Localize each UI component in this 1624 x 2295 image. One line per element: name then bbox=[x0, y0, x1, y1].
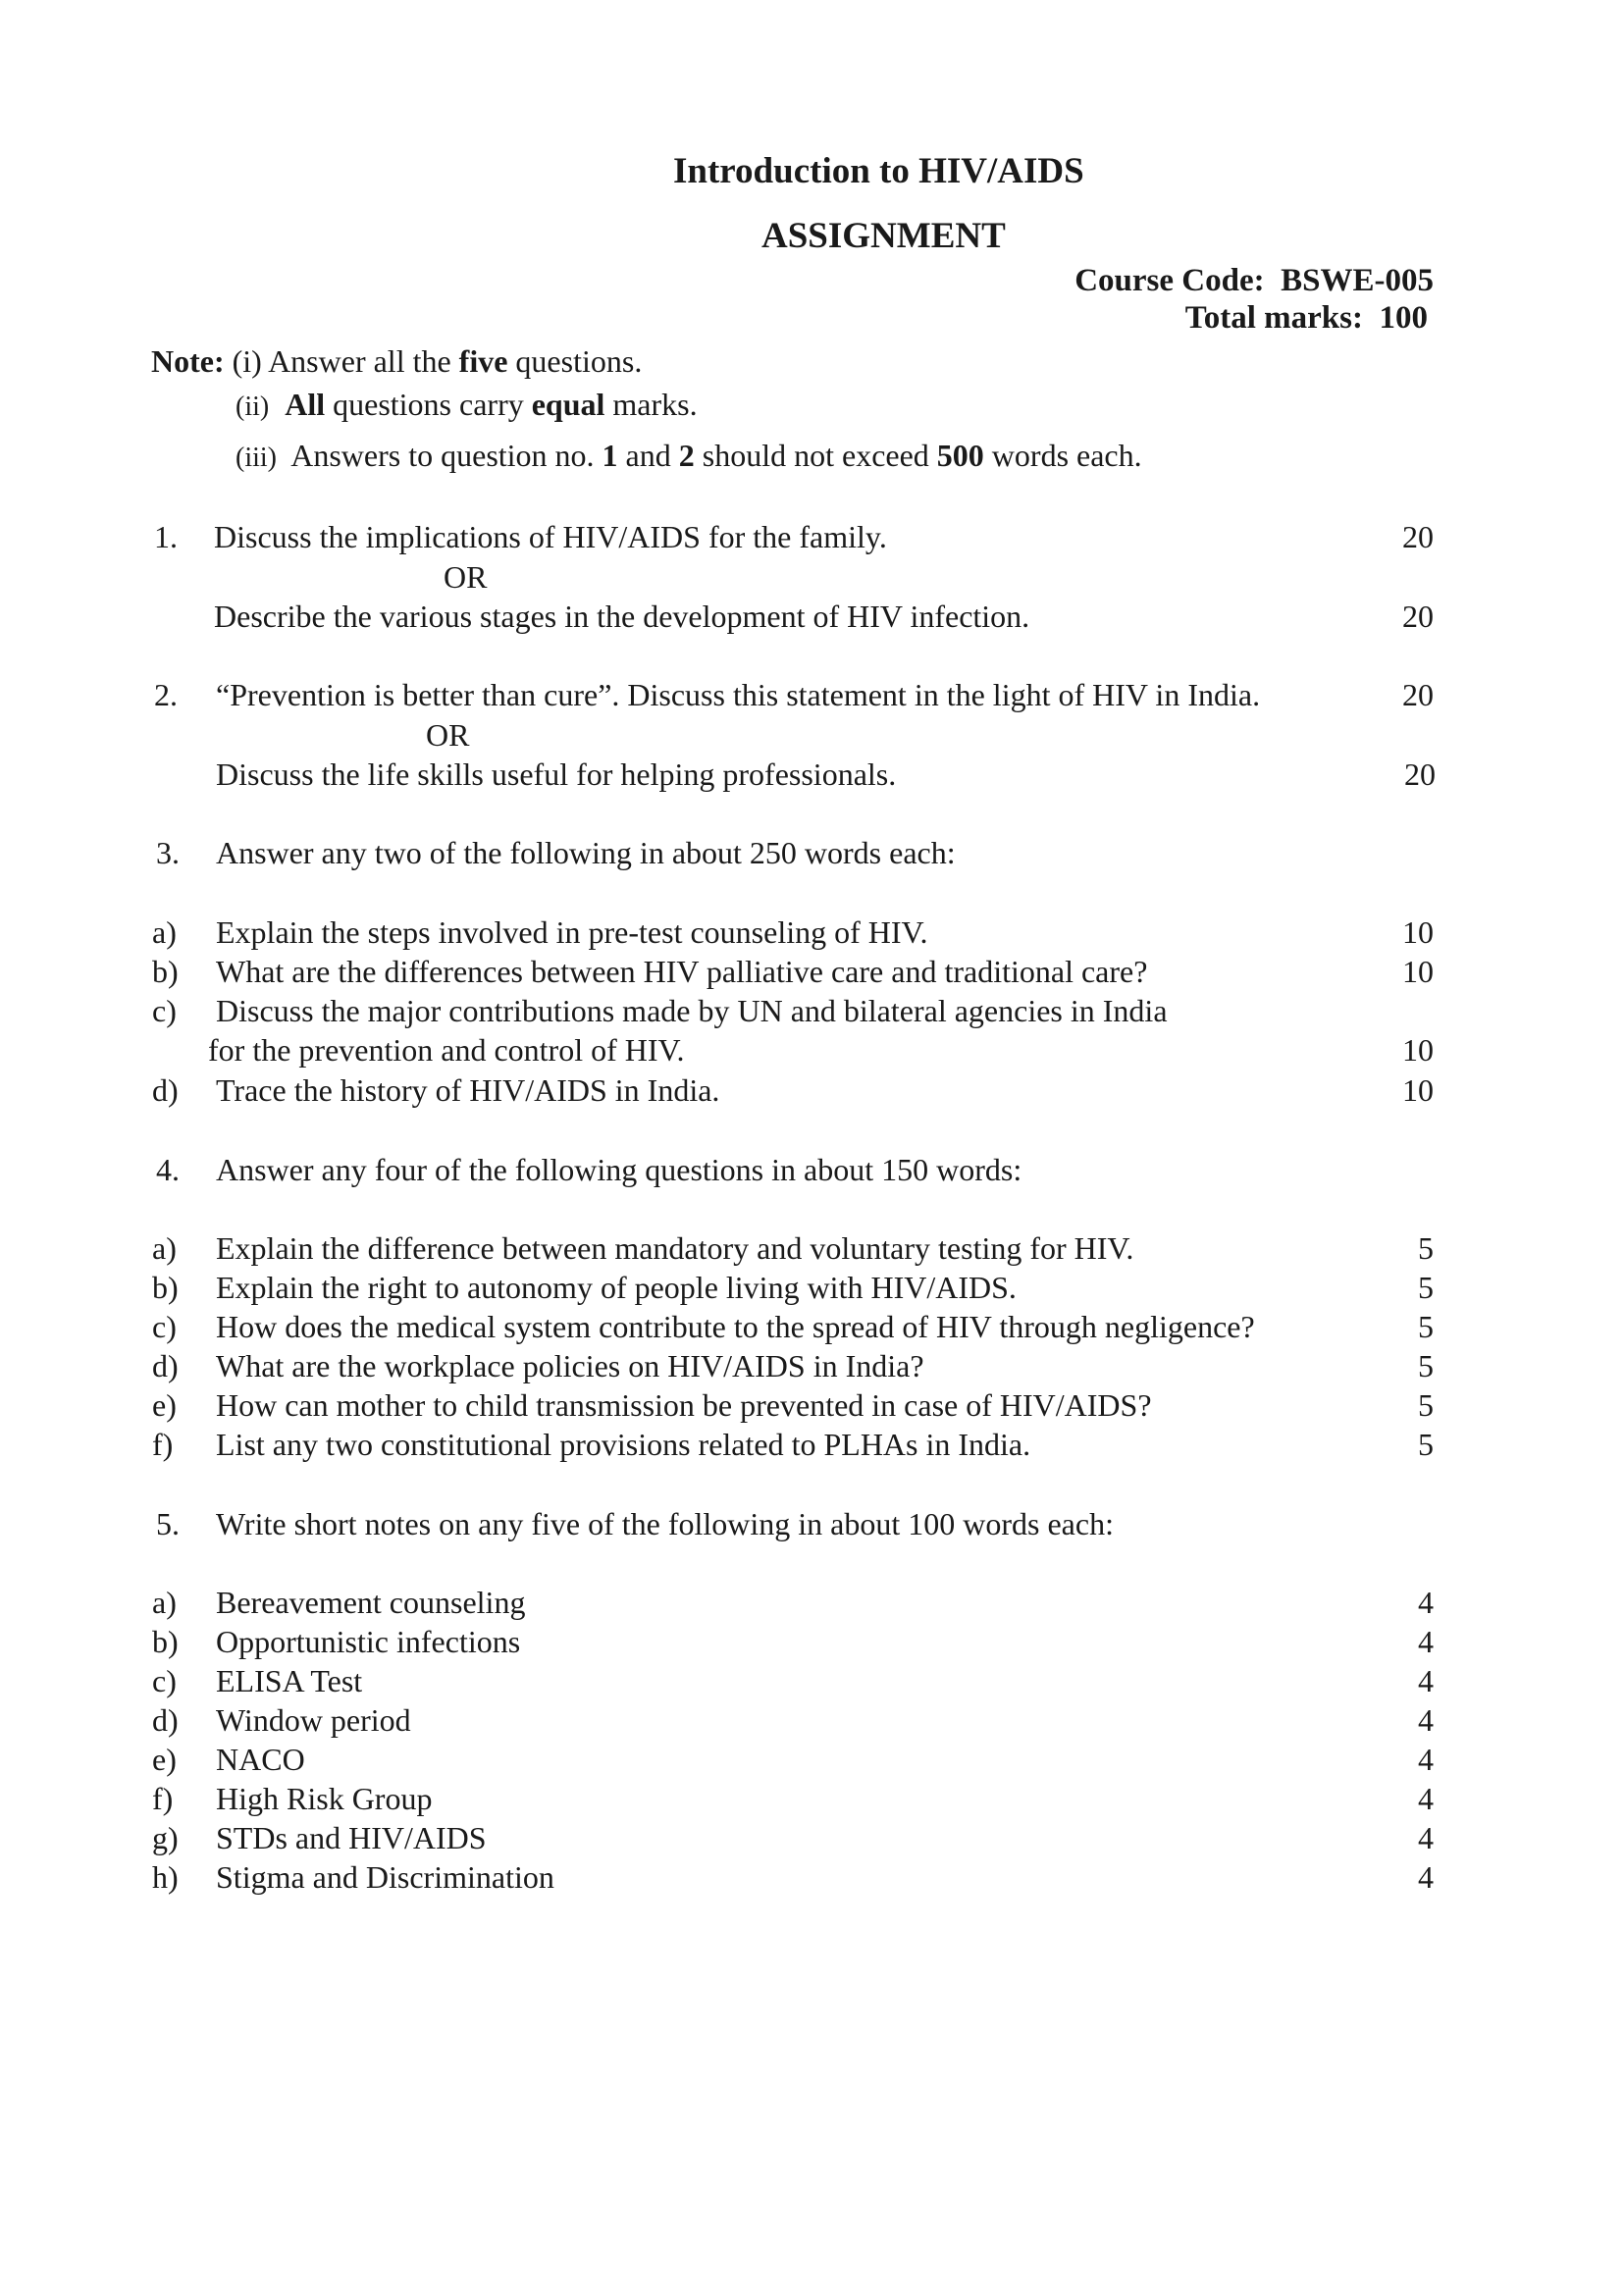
q4-item-label: f) bbox=[152, 1427, 174, 1462]
course-code bbox=[1074, 265, 1434, 297]
note-line-1: Note: (i) Answer all the five questions. bbox=[151, 343, 643, 379]
q3-item-marks: 10 bbox=[1402, 1072, 1434, 1108]
q5-item-text: Bereavement counseling bbox=[216, 1585, 526, 1620]
q1-option-a-marks: 20 bbox=[1402, 519, 1434, 554]
q4-item-text: Explain the right to autonomy of people living with HIV/AIDS. bbox=[216, 1270, 1017, 1305]
q4-item-marks: 5 bbox=[1418, 1230, 1434, 1266]
q5-number: 5. bbox=[156, 1506, 180, 1541]
q5-item-label: a) bbox=[152, 1585, 177, 1620]
q5-item-marks: 4 bbox=[1418, 1781, 1434, 1816]
q5-item-text: NACO bbox=[216, 1742, 305, 1777]
q2-or: OR bbox=[426, 717, 470, 753]
q1-option-a: Discuss the implications of HIV/AIDS for the family. bbox=[214, 519, 887, 554]
q4-item-marks: 5 bbox=[1418, 1348, 1434, 1383]
document-subtitle: ASSIGNMENT bbox=[761, 216, 1006, 256]
q4-number: 4. bbox=[156, 1152, 180, 1187]
q4-item-label: d) bbox=[152, 1348, 179, 1383]
q3-item-marks: 10 bbox=[1402, 1032, 1434, 1068]
q5-item-label: b) bbox=[152, 1624, 179, 1659]
q2-option-a-marks: 20 bbox=[1402, 677, 1434, 712]
q5-item-marks: 4 bbox=[1418, 1702, 1434, 1738]
note-line-2: (ii) All questions carry equal marks. bbox=[236, 387, 698, 422]
course-code-label: Course Code: bbox=[1074, 263, 1265, 298]
q2-option-a: “Prevention is better than cure”. Discuss this statement in the light of HIV in India. bbox=[216, 677, 1261, 712]
note-line-3: (iii) Answers to question no. 1 and 2 should not exceed 500 words each. bbox=[236, 438, 1142, 473]
q4-item-label: c) bbox=[152, 1309, 177, 1344]
q3-item-label: a) bbox=[152, 914, 177, 950]
q4-item-marks: 5 bbox=[1418, 1387, 1434, 1423]
note-label: Note: bbox=[151, 343, 225, 379]
q3-item-text-continued: for the prevention and control of HIV. bbox=[208, 1032, 685, 1068]
q1-option-b: Describe the various stages in the development of HIV infection. bbox=[214, 599, 1030, 634]
q1-number: 1. bbox=[154, 519, 178, 554]
q5-item-label: d) bbox=[152, 1702, 179, 1738]
q4-item-label: a) bbox=[152, 1230, 177, 1266]
q4-prompt: Answer any four of the following questions in about 150 words: bbox=[216, 1152, 1022, 1187]
q5-item-label: g) bbox=[152, 1820, 179, 1855]
q5-item-marks: 4 bbox=[1418, 1624, 1434, 1659]
q4-item-text: List any two constitutional provisions related to PLHAs in India. bbox=[216, 1427, 1031, 1462]
q5-item-label: h) bbox=[152, 1859, 179, 1895]
q1-option-b-marks: 20 bbox=[1402, 599, 1434, 634]
q2-option-b: Discuss the life skills useful for helping professionals. bbox=[216, 756, 897, 792]
q4-item-text: How does the medical system contribute to the spread of HIV through negligence? bbox=[216, 1309, 1255, 1344]
q4-item-marks: 5 bbox=[1418, 1309, 1434, 1344]
course-code-value: BSWE-005 bbox=[1281, 263, 1434, 298]
document-title: Introduction to HIV/AIDS bbox=[673, 151, 1084, 191]
q4-item-label: e) bbox=[152, 1387, 177, 1423]
q3-item-marks: 10 bbox=[1402, 954, 1434, 989]
q4-item-label: b) bbox=[152, 1270, 179, 1305]
q2-number: 2. bbox=[154, 677, 178, 712]
q5-item-label: c) bbox=[152, 1663, 177, 1698]
q5-item-text: High Risk Group bbox=[216, 1781, 433, 1816]
q4-item-marks: 5 bbox=[1418, 1270, 1434, 1305]
q3-number: 3. bbox=[156, 835, 180, 870]
q4-item-text: How can mother to child transmission be prevented in case of HIV/AIDS? bbox=[216, 1387, 1152, 1423]
q3-item-text: Explain the steps involved in pre-test counseling of HIV. bbox=[216, 914, 928, 950]
q5-item-text: Stigma and Discrimination bbox=[216, 1859, 554, 1895]
q5-item-label: e) bbox=[152, 1742, 177, 1777]
q3-item-text: What are the differences between HIV palliative care and traditional care? bbox=[216, 954, 1148, 989]
q3-item-label: d) bbox=[152, 1072, 179, 1108]
q3-item-marks: 10 bbox=[1402, 914, 1434, 950]
q1-or: OR bbox=[444, 559, 488, 595]
q3-item-label: c) bbox=[152, 993, 177, 1028]
q4-item-text: Explain the difference between mandatory and voluntary testing for HIV. bbox=[216, 1230, 1134, 1266]
q3-item-text: Discuss the major contributions made by UN and bilateral agencies in India bbox=[216, 993, 1168, 1028]
q5-item-marks: 4 bbox=[1418, 1585, 1434, 1620]
q4-item-text: What are the workplace policies on HIV/AIDS in India? bbox=[216, 1348, 924, 1383]
q5-prompt: Write short notes on any five of the following in about 100 words each: bbox=[216, 1506, 1114, 1541]
q3-prompt: Answer any two of the following in about 250 words each: bbox=[216, 835, 956, 870]
q3-item-label: b) bbox=[152, 954, 179, 989]
total-marks bbox=[1185, 302, 1428, 335]
q5-item-text: ELISA Test bbox=[216, 1663, 363, 1698]
q5-item-text: Window period bbox=[216, 1702, 411, 1738]
q5-item-marks: 4 bbox=[1418, 1742, 1434, 1777]
q2-option-b-marks: 20 bbox=[1404, 756, 1436, 792]
q5-item-label: f) bbox=[152, 1781, 174, 1816]
q5-item-text: STDs and HIV/AIDS bbox=[216, 1820, 487, 1855]
total-marks-label: Total marks: bbox=[1184, 300, 1363, 336]
q3-item-text: Trace the history of HIV/AIDS in India. bbox=[216, 1072, 720, 1108]
q4-item-marks: 5 bbox=[1418, 1427, 1434, 1462]
q5-item-text: Opportunistic infections bbox=[216, 1624, 521, 1659]
q5-item-marks: 4 bbox=[1418, 1859, 1434, 1895]
q5-item-marks: 4 bbox=[1418, 1663, 1434, 1698]
total-marks-value: 100 bbox=[1379, 300, 1428, 336]
q5-item-marks: 4 bbox=[1418, 1820, 1434, 1855]
